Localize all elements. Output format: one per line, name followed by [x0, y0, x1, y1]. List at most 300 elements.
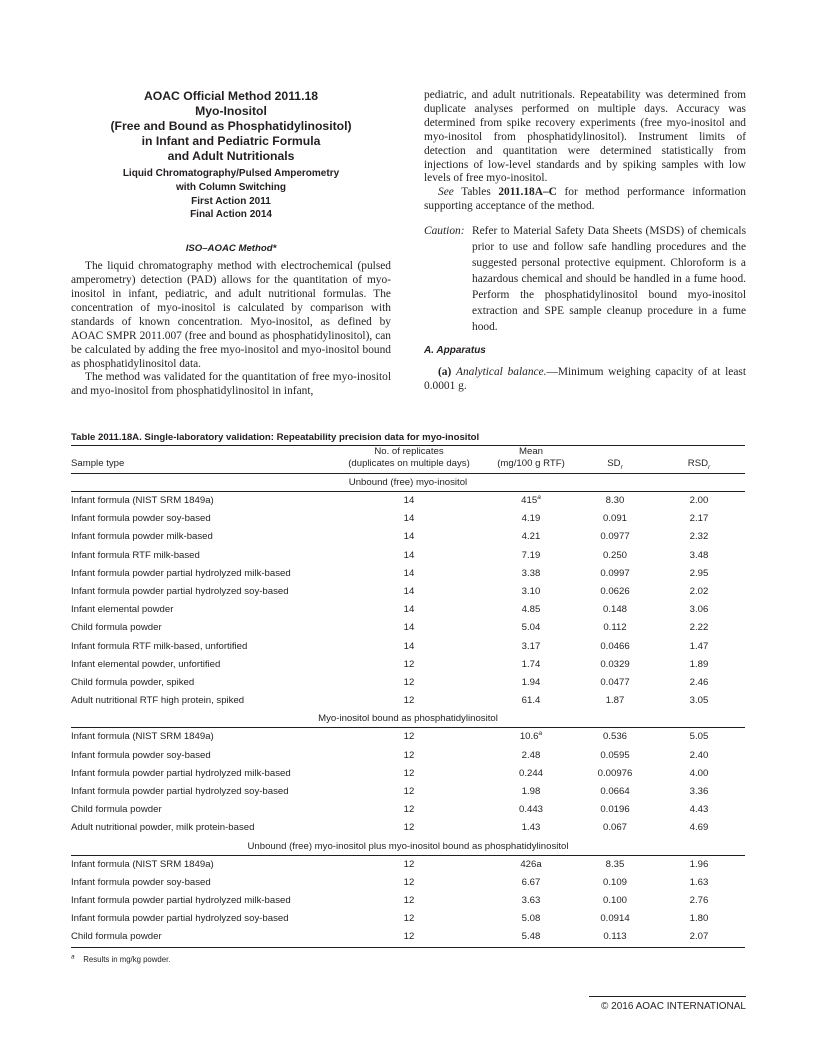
- cell-mean: [485, 819, 577, 837]
- cell-replicates: [333, 619, 485, 637]
- cell-sample-type-value: Infant formula powder partial hydrolyzed milk-based: [71, 567, 291, 579]
- see-tables-paragraph: [424, 186, 746, 214]
- cell-sample-type-value: Infant formula powder partial hydrolyzed soy-based: [71, 913, 289, 925]
- cell-sd-value: 0.0477: [600, 677, 630, 689]
- table-row: [71, 674, 745, 692]
- cell-sd: [577, 528, 653, 546]
- title-line: and Adult Nutritionals: [167, 149, 295, 163]
- table-row: [71, 910, 745, 928]
- cell-rsd: [653, 783, 745, 801]
- cell-sd-value: 0.0997: [600, 567, 630, 579]
- cell-sample-type-value: Infant formula (NIST SRM 1849a): [71, 731, 214, 743]
- header-sd: [577, 446, 653, 474]
- page-footer: © 2016 AOAC INTERNATIONAL: [589, 996, 746, 1012]
- cell-sd: [577, 728, 653, 747]
- cell-mean-value: 0.244: [518, 767, 543, 779]
- item-text: —Minimum weighing capacity of at least 0.0001 g.: [424, 366, 746, 393]
- cell-mean-value: 3.17: [521, 640, 541, 652]
- cell-mean: [485, 565, 577, 583]
- cell-sample-type: [71, 892, 333, 910]
- cell-replicates-value: 12: [403, 876, 415, 888]
- table-row: [71, 855, 745, 874]
- subtitle-line: with Column Switching: [176, 181, 286, 193]
- table-row: [71, 801, 745, 819]
- cell-sample-type: [71, 601, 333, 619]
- cell-sd: [577, 547, 653, 565]
- cell-mean: [485, 674, 577, 692]
- table-row: [71, 510, 745, 528]
- cell-mean-value: 1.43: [521, 822, 541, 834]
- cell-rsd-value: 2.46: [689, 677, 709, 689]
- cell-mean-value: 6.67: [521, 876, 541, 888]
- cell-sd: [577, 747, 653, 765]
- cell-mean: [485, 619, 577, 637]
- table-row: [71, 765, 745, 783]
- cell-sample-type: [71, 783, 333, 801]
- cell-replicates-value: 14: [403, 531, 415, 543]
- cell-sample-type: [71, 583, 333, 601]
- cell-sample-type-value: Infant formula RTF milk-based: [71, 549, 200, 561]
- cell-sample-type-value: Infant elemental powder: [71, 604, 174, 616]
- cell-replicates: [333, 874, 485, 892]
- cell-replicates: [333, 910, 485, 928]
- table-row: [71, 692, 745, 710]
- cell-sample-type-value: Infant formula powder soy-based: [71, 876, 211, 888]
- cell-rsd: [653, 819, 745, 837]
- cell-mean-value: 0.443: [518, 804, 543, 816]
- cell-rsd: [653, 601, 745, 619]
- cell-sample-type-value: Adult nutritional RTF high protein, spiked: [71, 695, 245, 707]
- cell-sample-type-value: Child formula powder: [71, 804, 162, 816]
- cell-sample-type-value: Infant formula RTF milk-based, unfortified: [71, 640, 248, 652]
- cell-rsd: [653, 855, 745, 874]
- cell-replicates: [333, 674, 485, 692]
- cell-mean-value: 5.08: [521, 913, 541, 925]
- cell-mean: [485, 492, 577, 511]
- group-title: Unbound (free) myo-inositol: [71, 474, 745, 492]
- header-sd-sub: r: [620, 463, 623, 471]
- apparatus-item-a: [424, 366, 746, 394]
- cell-rsd-value: 5.05: [689, 731, 709, 743]
- cell-replicates-value: 14: [403, 549, 415, 561]
- cell-sample-type: [71, 855, 333, 874]
- cell-mean-value: 3.38: [521, 567, 541, 579]
- cell-sd-value: 0.100: [602, 895, 627, 907]
- cell-sd: [577, 692, 653, 710]
- cell-sample-type: [71, 747, 333, 765]
- cell-rsd: [653, 692, 745, 710]
- cell-rsd: [653, 801, 745, 819]
- see-after: for method performance information supporting acceptance of the method.: [424, 186, 746, 213]
- cell-sd: [577, 928, 653, 947]
- left-column: [71, 89, 391, 399]
- cell-replicates-value: 14: [403, 567, 415, 579]
- cell-sample-type: [71, 528, 333, 546]
- cell-rsd-value: 1.80: [689, 913, 709, 925]
- table-caption: Table 2011.18A. Single-laboratory validation: Repeatability precision data for myo-inositol: [71, 432, 480, 443]
- cell-sample-type: [71, 801, 333, 819]
- cell-sample-type-value: Infant formula powder partial hydrolyzed soy-based: [71, 586, 289, 598]
- cell-sd: [577, 801, 653, 819]
- cell-sample-type-value: Infant formula powder soy-based: [71, 513, 211, 525]
- cell-rsd: [653, 583, 745, 601]
- cell-sd: [577, 892, 653, 910]
- caution-label: Caution:: [424, 225, 465, 238]
- header-rsd: [653, 446, 745, 474]
- cell-sample-type-value: Infant formula powder partial hydrolyzed milk-based: [71, 767, 291, 779]
- cell-sd-value: 0.0664: [600, 786, 630, 798]
- cell-rsd: [653, 619, 745, 637]
- cell-rsd: [653, 874, 745, 892]
- cell-replicates-value: 12: [403, 767, 415, 779]
- table-row: [71, 747, 745, 765]
- cell-mean-value: 10.6: [519, 731, 539, 743]
- cell-replicates: [333, 765, 485, 783]
- cell-sample-type-value: Infant formula powder milk-based: [71, 531, 213, 543]
- section-a-heading: A. Apparatus: [424, 345, 486, 357]
- cell-replicates-value: 12: [403, 695, 415, 707]
- cell-replicates: [333, 855, 485, 874]
- title-line: (Free and Bound as Phosphatidylinositol): [110, 119, 352, 133]
- cell-sd: [577, 674, 653, 692]
- cell-replicates: [333, 510, 485, 528]
- cell-replicates: [333, 601, 485, 619]
- cell-sd: [577, 855, 653, 874]
- cell-replicates-value: 14: [403, 495, 415, 506]
- cell-rsd-value: 2.00: [689, 495, 709, 506]
- cell-sd-value: 0.00976: [597, 767, 633, 779]
- cell-replicates: [333, 692, 485, 710]
- cell-rsd-value: 2.02: [689, 586, 709, 598]
- table-row: [71, 619, 745, 637]
- cell-sample-type-value: Infant formula (NIST SRM 1849a): [71, 858, 214, 870]
- cell-mean: [485, 910, 577, 928]
- cell-sample-type: [71, 874, 333, 892]
- cell-mean: [485, 583, 577, 601]
- cell-rsd: [653, 638, 745, 656]
- cell-replicates: [333, 638, 485, 656]
- cell-sd-value: 0.091: [602, 513, 627, 525]
- cell-replicates: [333, 583, 485, 601]
- repeatability-table: [71, 445, 745, 948]
- table-row: [71, 492, 745, 511]
- cell-mean-value: 3.10: [521, 586, 541, 598]
- cell-replicates: [333, 728, 485, 747]
- cell-sd-value: 0.0196: [600, 804, 630, 816]
- cell-rsd-value: 2.22: [689, 622, 709, 634]
- cell-rsd-value: 3.05: [689, 695, 709, 707]
- cell-rsd-value: 4.43: [689, 804, 709, 816]
- cell-replicates: [333, 819, 485, 837]
- table-group-row: [71, 710, 745, 728]
- header-replicates: [333, 446, 485, 474]
- cell-rsd-value: 3.06: [689, 604, 709, 616]
- cell-replicates-value: 14: [403, 513, 415, 525]
- cell-rsd-value: 2.07: [689, 931, 709, 943]
- cell-rsd-value: 2.95: [689, 567, 709, 579]
- header-sample-type: Sample type: [71, 458, 125, 469]
- cell-sd-value: 0.250: [602, 549, 627, 561]
- cell-mean: [485, 638, 577, 656]
- cell-sample-type-value: Child formula powder: [71, 931, 162, 943]
- cell-mean: [485, 783, 577, 801]
- subtitle-line: Liquid Chromatography/Pulsed Amperometry: [122, 168, 340, 179]
- cell-sd: [577, 510, 653, 528]
- title-line: AOAC Official Method 2011.18: [143, 89, 319, 103]
- cell-replicates: [333, 528, 485, 546]
- footnote-mark: a: [537, 493, 541, 501]
- header-replicates-line2: (duplicates on multiple days): [348, 458, 470, 469]
- cell-sd: [577, 492, 653, 511]
- caution-text: Refer to Material Safety Data Sheets (MSDS) of chemicals prior to use and follow safe handling procedures and the suggested personal protective equipment. Chloroform is a hazardous chemical and should be handled in a fume hood. Perform the phosphatidylinositol bound myo-inositol extraction and SPE sample cleanup procedure in a fume hood.: [472, 225, 746, 334]
- cell-mean-value: 2.48: [521, 749, 541, 761]
- cell-mean: [485, 765, 577, 783]
- cell-sd-value: 0.536: [602, 731, 627, 743]
- cell-replicates-value: 12: [403, 822, 415, 834]
- cell-sd-value: 0.0466: [600, 640, 630, 652]
- cell-replicates-value: 12: [403, 731, 415, 743]
- cell-replicates: [333, 656, 485, 674]
- cell-mean: [485, 728, 577, 747]
- cell-rsd-value: 2.76: [689, 895, 709, 907]
- cell-mean-value: 7.19: [521, 549, 541, 561]
- group-title: Unbound (free) myo-inositol plus myo-inositol bound as phosphatidylinositol: [71, 838, 745, 856]
- table-row: [71, 928, 745, 947]
- cell-rsd-value: 3.36: [689, 786, 709, 798]
- cell-sample-type: [71, 565, 333, 583]
- cell-sd-value: 0.0977: [600, 531, 630, 543]
- cell-sd-value: 8.30: [605, 495, 625, 506]
- cell-rsd-value: 4.00: [689, 767, 709, 779]
- cell-rsd-value: 2.40: [689, 749, 709, 761]
- footnote-mark: a: [71, 953, 75, 961]
- cell-rsd-value: 3.48: [689, 549, 709, 561]
- footnote-text: Results in mg/kg powder.: [83, 954, 171, 964]
- item-term: Analytical balance.: [456, 366, 547, 379]
- cell-sd-value: 0.0914: [600, 913, 630, 925]
- cell-sd-value: 0.0626: [600, 586, 630, 598]
- header-rsd-text: RSD: [687, 458, 709, 469]
- cell-mean-value: 61.4: [521, 695, 541, 707]
- cell-mean: [485, 528, 577, 546]
- title-line: Myo-Inositol: [195, 104, 267, 118]
- cell-sample-type-value: Infant formula powder partial hydrolyzed milk-based: [71, 895, 291, 907]
- cell-sample-type-value: Infant formula powder soy-based: [71, 749, 211, 761]
- cell-sd-value: 8.35: [605, 858, 625, 870]
- cell-sample-type-value: Infant formula (NIST SRM 1849a): [71, 495, 214, 506]
- cell-sample-type: [71, 910, 333, 928]
- cell-replicates: [333, 547, 485, 565]
- footnote-mark: a: [538, 730, 543, 738]
- cell-mean: [485, 656, 577, 674]
- cell-replicates-value: 12: [403, 895, 415, 907]
- cell-mean: [485, 692, 577, 710]
- cell-rsd: [653, 747, 745, 765]
- cell-rsd-value: 1.63: [689, 876, 709, 888]
- cell-rsd: [653, 910, 745, 928]
- cell-replicates-value: 12: [403, 749, 415, 761]
- cell-sd: [577, 874, 653, 892]
- subtitle-line: First Action 2011: [191, 195, 271, 207]
- cell-sd: [577, 619, 653, 637]
- group-title: Myo-inositol bound as phosphatidylinositol: [71, 710, 745, 728]
- cell-replicates-value: 12: [403, 931, 415, 943]
- cell-replicates-value: 14: [403, 586, 415, 598]
- cell-sd-value: 0.067: [602, 822, 627, 834]
- cell-mean-value: 4.85: [521, 604, 541, 616]
- right-column: [424, 89, 746, 394]
- cell-sample-type-value: Infant elemental powder, unfortified: [71, 658, 221, 670]
- table-row: [71, 656, 745, 674]
- title-line: in Infant and Pediatric Formula: [141, 134, 321, 148]
- cell-sd: [577, 638, 653, 656]
- cell-rsd: [653, 510, 745, 528]
- cell-sd: [577, 583, 653, 601]
- cell-replicates: [333, 492, 485, 511]
- cell-sd: [577, 910, 653, 928]
- cell-mean-value: 4.21: [521, 531, 541, 543]
- cell-replicates-value: 12: [403, 677, 415, 689]
- header-rsd-sub: r: [708, 463, 711, 471]
- table-row: [71, 583, 745, 601]
- iso-heading: ISO–AOAC Method*: [185, 243, 277, 255]
- cell-rsd: [653, 656, 745, 674]
- method-title: [71, 89, 391, 222]
- tables-reference: 2011.18A–C: [498, 186, 557, 199]
- cell-rsd: [653, 928, 745, 947]
- cell-sd: [577, 565, 653, 583]
- see-word: See: [438, 186, 454, 199]
- cell-mean-value: 426a: [520, 858, 542, 870]
- table-group-row: [71, 474, 745, 492]
- cell-mean-value: 5.48: [521, 931, 541, 943]
- cell-rsd-value: 2.32: [689, 531, 709, 543]
- table-row: [71, 528, 745, 546]
- cell-sample-type: [71, 674, 333, 692]
- cell-sample-type-value: Adult nutritional powder, milk protein-based: [71, 822, 255, 834]
- cell-mean: [485, 892, 577, 910]
- header-mean-line2: (mg/100 g RTF): [497, 458, 565, 469]
- table-group-row: [71, 838, 745, 856]
- table-row: [71, 565, 745, 583]
- caution-note: [424, 223, 746, 335]
- cell-sd: [577, 765, 653, 783]
- cell-sample-type: [71, 656, 333, 674]
- header-sd-text: SD: [607, 458, 621, 469]
- cell-replicates-value: 12: [403, 858, 415, 870]
- cell-mean: [485, 874, 577, 892]
- table-body: [71, 474, 745, 948]
- cell-sample-type: [71, 547, 333, 565]
- cell-rsd: [653, 674, 745, 692]
- table-2011-18a: [71, 431, 745, 964]
- cell-mean: [485, 855, 577, 874]
- cell-sample-type: [71, 510, 333, 528]
- cell-mean-value: 5.04: [521, 622, 541, 634]
- cell-mean-value: 1.94: [521, 677, 541, 689]
- cell-replicates: [333, 783, 485, 801]
- cell-rsd: [653, 565, 745, 583]
- cell-rsd: [653, 492, 745, 511]
- cell-replicates: [333, 565, 485, 583]
- table-row: [71, 783, 745, 801]
- cell-sample-type-value: Infant formula powder partial hydrolyzed soy-based: [71, 786, 289, 798]
- cell-sd-value: 0.148: [602, 604, 627, 616]
- table-header-row: [71, 446, 745, 474]
- cell-sample-type: [71, 619, 333, 637]
- cell-sample-type: [71, 638, 333, 656]
- cell-sd-value: 0.0329: [600, 658, 630, 670]
- subtitle-line: Final Action 2014: [190, 209, 272, 221]
- see-before: Tables: [453, 186, 499, 199]
- cell-mean-value: 415: [521, 495, 538, 506]
- table-row: [71, 601, 745, 619]
- cell-sd: [577, 601, 653, 619]
- table-row: [71, 819, 745, 837]
- item-label: (a): [438, 366, 452, 379]
- cell-sd-value: 1.87: [605, 695, 625, 707]
- cell-mean: [485, 510, 577, 528]
- cell-rsd: [653, 728, 745, 747]
- cell-rsd: [653, 547, 745, 565]
- table-footnote: [71, 955, 745, 964]
- cell-replicates-value: 14: [403, 640, 415, 652]
- cell-sd-value: 0.109: [602, 876, 627, 888]
- cell-sd-value: 0.0595: [600, 749, 630, 761]
- header-mean: [485, 446, 577, 474]
- cell-rsd-value: 1.96: [689, 858, 709, 870]
- table-row: [71, 874, 745, 892]
- cell-replicates-value: 14: [403, 622, 415, 634]
- cell-mean-value: 4.19: [521, 513, 541, 525]
- cell-sample-type: [71, 928, 333, 947]
- cell-replicates-value: 12: [403, 658, 415, 670]
- cell-replicates-value: 12: [403, 804, 415, 816]
- cell-rsd-value: 4.69: [689, 822, 709, 834]
- cell-sample-type: [71, 819, 333, 837]
- cell-replicates: [333, 892, 485, 910]
- cell-replicates: [333, 747, 485, 765]
- cell-replicates: [333, 801, 485, 819]
- cell-mean: [485, 801, 577, 819]
- header-replicates-line1: No. of replicates: [374, 446, 444, 457]
- header-mean-line1: Mean: [519, 446, 543, 457]
- cell-rsd: [653, 765, 745, 783]
- table-row: [71, 892, 745, 910]
- cell-sample-type: [71, 765, 333, 783]
- cell-replicates: [333, 928, 485, 947]
- table-row: [71, 728, 745, 747]
- table-row: [71, 638, 745, 656]
- cell-sample-type-value: Child formula powder: [71, 622, 162, 634]
- intro-paragraph: The liquid chromatography method with electrochemical (pulsed amperometry) detection (PAD) allows for the quantitation of myo-inositol in infant, pediatric, and adult nutritional formulas. The concentration of myo-inositol is calculated by comparison with standards of known concentration. Myo-inositol, as defined by AOAC SMPR 2011.007 (free and bound as phosphatidylinositol), can be calculated by adding the free myo-inositol and myo-inositol bound as phosphatidylinositol data.: [71, 260, 391, 370]
- cell-sample-type: [71, 692, 333, 710]
- cell-rsd-value: 1.89: [689, 658, 709, 670]
- cell-mean: [485, 928, 577, 947]
- validation-paragraph: The method was validated for the quantitation of free myo-inositol and myo-inositol from phosphatidylinositol in infant,: [71, 371, 391, 398]
- table-row: [71, 547, 745, 565]
- cell-sample-type: [71, 492, 333, 511]
- cell-rsd: [653, 892, 745, 910]
- cell-rsd-value: 2.17: [689, 513, 709, 525]
- cell-rsd-value: 1.47: [689, 640, 709, 652]
- cell-sample-type: [71, 728, 333, 747]
- cell-sd: [577, 656, 653, 674]
- cell-mean: [485, 547, 577, 565]
- cell-mean-value: 3.63: [521, 895, 541, 907]
- cell-sd: [577, 783, 653, 801]
- cell-replicates-value: 12: [403, 786, 415, 798]
